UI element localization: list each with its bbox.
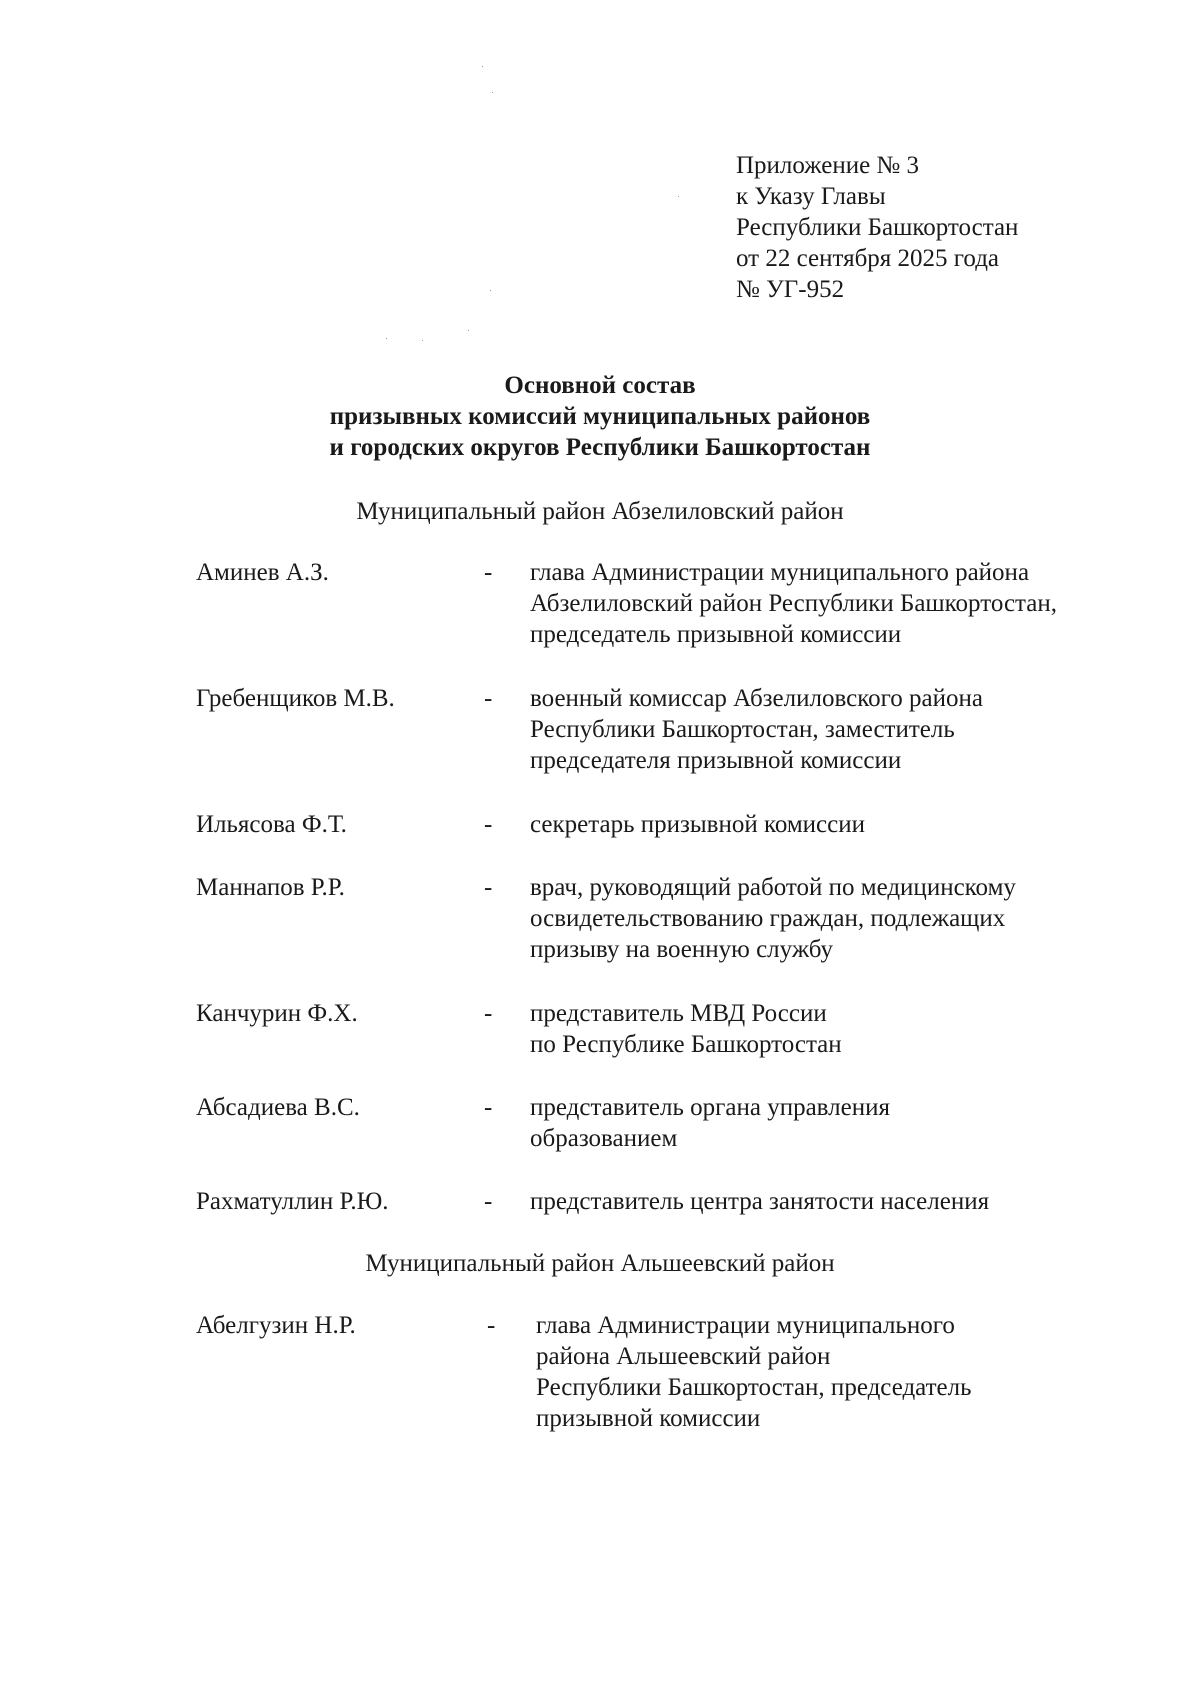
role-line: председателя призывной комиссии (530, 747, 902, 774)
member-name: Рахматуллин Р.Ю. (196, 1188, 389, 1215)
role-line: представитель центра занятости населения (530, 1188, 990, 1215)
member-role (536, 1310, 1136, 1434)
member-dash: - (484, 1188, 493, 1215)
role-line: Республики Башкортостан, председатель (536, 1374, 972, 1401)
member-name: Ильясова Ф.Т. (196, 811, 347, 838)
member-dash: - (484, 1000, 493, 1027)
role-line: военный комиссар Абзелиловского района (530, 685, 983, 712)
role-line: по Республике Башкортостан (530, 1031, 842, 1058)
member-dash: - (487, 1312, 496, 1339)
role-line: образованием (530, 1125, 678, 1152)
section-heading: Муниципальный район Альшеевский район (365, 1250, 835, 1277)
member-dash: - (484, 874, 493, 901)
member-dash: - (484, 559, 493, 586)
role-line: призыву на военную службу (530, 936, 834, 963)
member-dash: - (484, 811, 493, 838)
role-line: Абзелиловский район Республики Башкортостан, (530, 590, 1058, 617)
role-line: врач, руководящий работой по медицинскому (530, 874, 1016, 901)
scan-speck (468, 330, 469, 331)
member-role (530, 683, 1130, 776)
appendix-line: к Указу Главы (736, 183, 886, 210)
member-name: Аминев А.З. (196, 559, 329, 586)
member-role (530, 998, 1130, 1060)
role-line: председатель призывной комиссии (530, 621, 902, 648)
role-line: представитель органа управления (530, 1094, 890, 1121)
member-role (530, 1092, 1130, 1154)
section-heading: Муниципальный район Абзелиловский район (356, 498, 844, 525)
member-role (530, 557, 1130, 650)
appendix-line: Республики Башкортостан (736, 214, 1019, 241)
role-line: Республики Башкортостан, заместитель (530, 716, 955, 743)
title-line: и городских округов Республики Башкортостан (329, 434, 871, 461)
member-name: Абелгузин Н.Р. (196, 1312, 356, 1339)
appendix-line: от 22 сентября 2025 года (736, 245, 1000, 272)
document-title (0, 370, 1200, 463)
member-name: Маннапов Р.Р. (196, 874, 345, 901)
scan-speck (482, 66, 483, 67)
role-line: представитель МВД России (530, 1000, 827, 1027)
member-name: Канчурин Ф.Х. (196, 1000, 358, 1027)
title-line: призывных комиссий муниципальных районов (329, 403, 871, 430)
scan-speck (490, 290, 491, 291)
member-role (530, 1186, 1130, 1217)
member-dash: - (484, 685, 493, 712)
member-dash: - (484, 1094, 493, 1121)
scan-speck (422, 340, 423, 341)
appendix-line: Приложение № 3 (736, 152, 920, 179)
appendix-line: № УГ-952 (736, 276, 845, 303)
role-line: призывной комиссии (536, 1405, 761, 1432)
scan-speck (492, 92, 493, 93)
role-line: секретарь призывной комиссии (530, 811, 866, 838)
role-line: глава Администрации муниципального района (530, 559, 1030, 586)
title-line: Основной состав (504, 372, 696, 399)
scan-speck (678, 196, 679, 197)
role-line: освидетельствованию граждан, подлежащих (530, 905, 1006, 932)
member-name: Гребенщиков М.В. (196, 685, 395, 712)
scan-speck (386, 338, 387, 339)
role-line: глава Администрации муниципального (536, 1312, 955, 1339)
appendix-block (736, 150, 1018, 305)
member-role (530, 872, 1130, 965)
member-name: Абсадиева В.С. (196, 1094, 360, 1121)
member-role (530, 809, 1130, 840)
role-line: района Альшеевский район (536, 1343, 831, 1370)
